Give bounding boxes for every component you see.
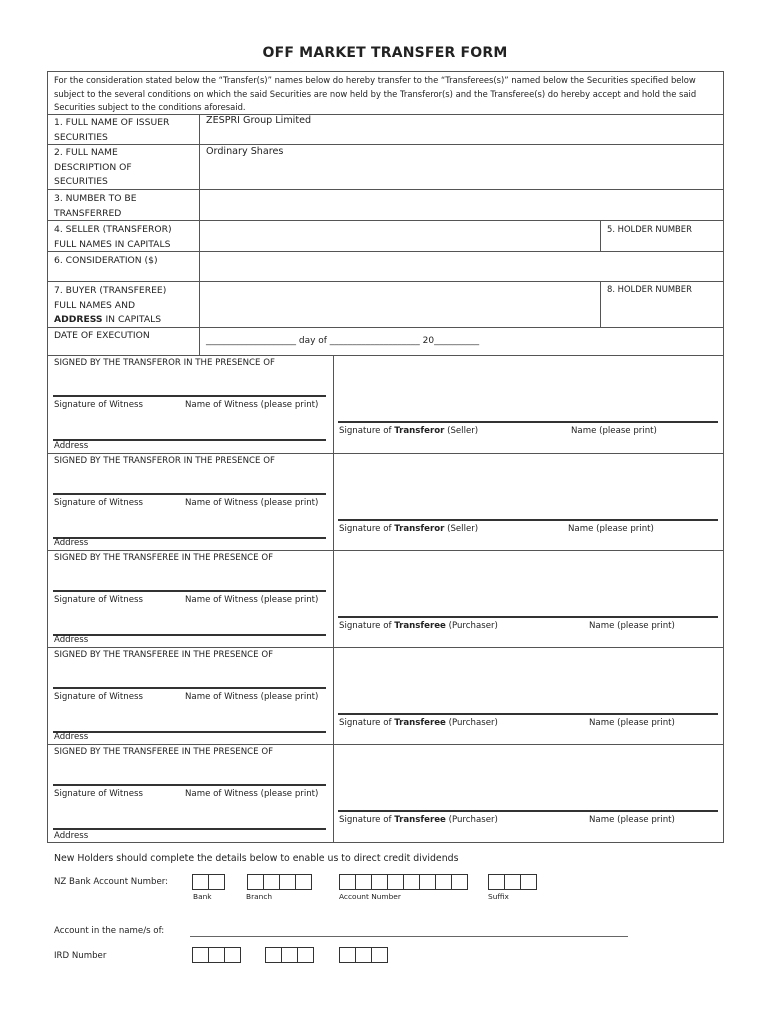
party-name-label: Name (please print) (589, 815, 675, 825)
address-label: Address (54, 441, 89, 451)
witness-signature-label: Signature of Witness (54, 400, 143, 410)
witness-signature-label: Signature of Witness (54, 692, 143, 702)
party-signature-label: Signature of Transferee (Purchaser) (339, 718, 498, 728)
signature-column-divider (333, 355, 334, 843)
row-divider (47, 114, 724, 115)
bank-intro: New Holders should complete the details below to enable us to direct credit dividends (54, 853, 459, 864)
witness-address-line[interactable] (53, 731, 326, 733)
address-label: Address (54, 831, 89, 841)
party-signature-line[interactable] (338, 519, 718, 521)
witness-address-line[interactable] (53, 537, 326, 539)
witness-name-label: Name of Witness (please print) (185, 595, 319, 605)
signature-block-divider (47, 647, 724, 648)
party-signature-label: Signature of Transferor (Seller) (339, 524, 479, 534)
ird-label: IRD Number (54, 951, 107, 961)
description-label: 2. FULL NAME DESCRIPTION OF SECURITIES (54, 147, 132, 187)
form-title: OFF MARKET TRANSFER FORM (262, 45, 508, 61)
date-label: DATE OF EXECUTION (54, 330, 150, 341)
signature-block-heading: SIGNED BY THE TRANSFEREE IN THE PRESENCE OF (54, 650, 274, 660)
buyer-label: 7. BUYER (TRANSFEREE) FULL NAMES AND ADDRESS IN CAPITALS (54, 285, 167, 325)
signature-block-divider (47, 453, 724, 454)
witness-name-label: Name of Witness (please print) (185, 400, 319, 410)
witness-name-label: Name of Witness (please print) (185, 498, 319, 508)
issuer-value[interactable]: ZESPRI Group Limited (206, 115, 312, 126)
party-signature-label: Signature of Transferor (Seller) (339, 426, 479, 436)
holder-number-8-label[interactable]: 8. HOLDER NUMBER (607, 284, 692, 294)
party-signature-label: Signature of Transferee (Purchaser) (339, 621, 498, 631)
party-name-label: Name (please print) (568, 524, 654, 534)
issuer-label: 1. FULL NAME OF ISSUER SECURITIES (54, 117, 170, 143)
witness-signature-line[interactable] (53, 493, 326, 495)
seller-name-field[interactable] (200, 221, 599, 250)
party-signature-line[interactable] (338, 421, 718, 423)
witness-signature-line[interactable] (53, 687, 326, 689)
party-signature-line[interactable] (338, 713, 718, 715)
witness-address-line[interactable] (53, 439, 326, 441)
bank-code-boxes[interactable] (192, 874, 224, 890)
account-number-boxes[interactable] (339, 874, 467, 890)
branch-caption: Branch (246, 892, 273, 901)
party-signature-line[interactable] (338, 616, 718, 618)
address-label: Address (54, 732, 89, 742)
party-name-label: Name (please print) (571, 426, 657, 436)
account-name-label: Account in the name/s of: (54, 926, 165, 936)
party-signature-line[interactable] (338, 810, 718, 812)
witness-address-line[interactable] (53, 634, 326, 636)
witness-signature-label: Signature of Witness (54, 498, 143, 508)
ird-boxes-2[interactable] (265, 947, 313, 963)
account-caption: Account Number (339, 892, 401, 901)
witness-address-line[interactable] (53, 828, 326, 830)
consideration-label: 6. CONSIDERATION ($) (54, 255, 158, 266)
date-line[interactable]: ____________________ day of ____________________ 20__________ (206, 336, 480, 346)
bank-account-label: NZ Bank Account Number: (54, 877, 169, 887)
seller-label: 4. SELLER (TRANSFEROR) FULL NAMES IN CAPITALS (54, 224, 172, 250)
suffix-boxes[interactable] (488, 874, 536, 890)
number-label: 3. NUMBER TO BE TRANSFERRED (54, 193, 137, 219)
signature-block-heading: SIGNED BY THE TRANSFEREE IN THE PRESENCE OF (54, 747, 274, 757)
column-divider (600, 220, 601, 251)
buyer-name-field[interactable] (200, 282, 599, 326)
party-name-label: Name (please print) (589, 621, 675, 631)
signature-block-divider (47, 550, 724, 551)
intro-text: For the consideration stated below the “Transfer(s)” names below do hereby transfer to the “Transferees(s)” named below the Securities specified below subject to the several conditions on which the said Securities are now held by the Transferor(s) and the Transferee(s) do hereby accept and hold the said Securities subject to the conditions aforesaid. (54, 75, 697, 112)
address-label: Address (54, 635, 89, 645)
ird-boxes-1[interactable] (192, 947, 240, 963)
party-signature-label: Signature of Transferee (Purchaser) (339, 815, 498, 825)
party-name-label: Name (please print) (589, 718, 675, 728)
suffix-caption: Suffix (488, 892, 509, 901)
witness-signature-label: Signature of Witness (54, 789, 143, 799)
column-divider (600, 281, 601, 327)
signature-block-heading: SIGNED BY THE TRANSFEROR IN THE PRESENCE OF (54, 358, 275, 368)
row-divider (47, 355, 724, 356)
branch-code-boxes[interactable] (247, 874, 311, 890)
witness-signature-line[interactable] (53, 590, 326, 592)
signature-block-heading: SIGNED BY THE TRANSFEREE IN THE PRESENCE OF (54, 553, 274, 563)
ird-boxes-3[interactable] (339, 947, 387, 963)
account-name-field[interactable] (190, 936, 628, 937)
number-field[interactable] (200, 190, 723, 219)
signature-block-heading: SIGNED BY THE TRANSFEROR IN THE PRESENCE OF (54, 456, 275, 466)
witness-signature-line[interactable] (53, 784, 326, 786)
witness-name-label: Name of Witness (please print) (185, 692, 319, 702)
witness-signature-label: Signature of Witness (54, 595, 143, 605)
bank-caption: Bank (193, 892, 212, 901)
signature-block-divider (47, 744, 724, 745)
description-value[interactable]: Ordinary Shares (206, 146, 284, 157)
witness-signature-line[interactable] (53, 395, 326, 397)
witness-name-label: Name of Witness (please print) (185, 789, 319, 799)
consideration-field[interactable] (200, 252, 723, 280)
address-label: Address (54, 538, 89, 548)
holder-number-5-label[interactable]: 5. HOLDER NUMBER (607, 224, 692, 234)
